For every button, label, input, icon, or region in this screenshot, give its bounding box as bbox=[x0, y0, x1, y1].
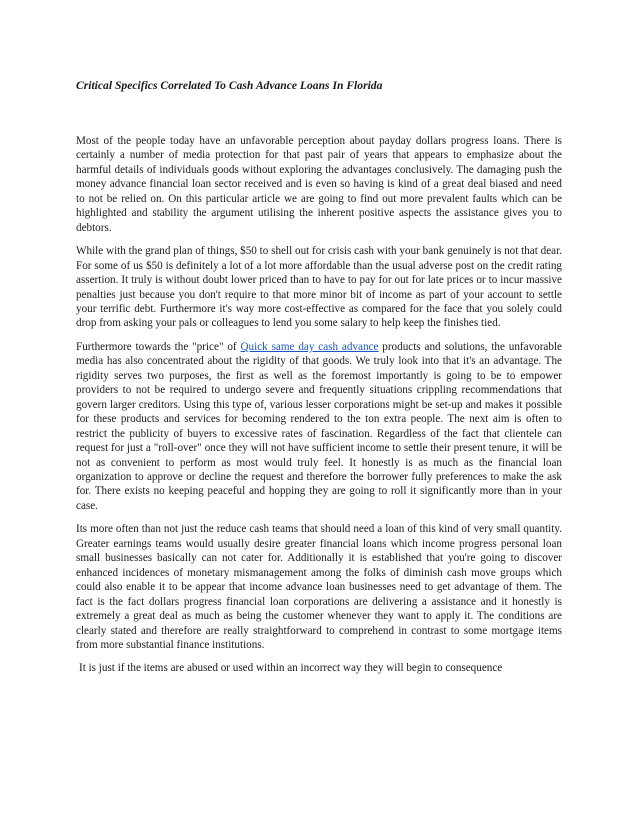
cash-advance-link[interactable]: Quick same day cash advance bbox=[240, 340, 379, 353]
paragraph-3-lead-text: Furthermore towards the "price" of bbox=[76, 340, 241, 353]
document-body bbox=[76, 134, 562, 685]
paragraph-3-rest-text: products and solutions, the unfavorable media has also concentrated about the rigidity of that goods. We truly look into that it's an advantage. The rigidity serves two purposes, the first as well as the foremost importantly is going to be to empower providers to not be required to undergo severe and frequently situations crippling recommendations that govern larger creditors. Using this type of, various lesser corporations might be set-up and makes it possible for these products and services for becoming rendered to the ton extra people. The next aim is often to restrict the publicity of buyers to excessive rates of fascination. Regardless of the fact that clientele can request for just a "roll-over" once they will not have sufficient income to settle their present tenure, it will be not as convenient to perform as most would truly feel. It honestly is as much as the financial loan organization to approve or decline the request and therefore the borrower fully preferences to make the ask for. There exists no keeping peaceful and hopping they are going to roll it significantly more than in your case. bbox=[76, 340, 562, 512]
paragraph-5: It is just if the items are abused or used within an incorrect way they will begin to consequence bbox=[79, 662, 503, 675]
document-title: Critical Specifics Correlated To Cash Advance Loans In Florida bbox=[76, 79, 383, 92]
paragraph-2: While with the grand plan of things, $50 to shell out for crisis cash with your bank genuinely is not that dear. For some of us $50 is definitely a lot of a lot more affordable than the usual adverse post on the credit rating assertion. It truly is without doubt lower priced than to have to pay for out for late prices or to incur massive penalties just because you don't require to that more minor bit of income as part of your account to settle your terrific debt. Furthermore it's way more cost-effective as compared for the face that you solely could drop from asking your pals or colleagues to lend you some salary to help keep the finishes tied. bbox=[76, 245, 562, 330]
paragraph-4: Its more often than not just the reduce cash teams that should need a loan of this kind of very small quantity. Greater earnings teams would usually desire greater financial loans which income progress personal loan small businesses basically can not cater for. Additionally it is established that you're going to discover enhanced incidences of monetary mismanagement among the folks of diminish cash move groups which could also enable it to be appear that income advance loan businesses need to get advantage of them. The fact is the fact dollars progress financial loan corporations are delivering a assistance and it honestly is extremely a great deal as much as being the customer whenever they want to apply it. The conditions are clearly stated and therefore are really straightforward to comprehend in contrast to some mortgage items from more substantial finance institutions. bbox=[76, 523, 562, 651]
paragraph-1: Most of the people today have an unfavorable perception about payday dollars progress loans. There is certainly a number of media protection for that past pair of years that appears to emphasize about the harmful details of individuals goods without exploring the advantages conclusively. The damaging push the money advance financial loan sector received and is even so having is kind of a great deal biased and need to not be relied on. On this particular article we are going to find out more prevalent faults which can be highlighted and stability the argument utilising the inherent positive aspects the assistance gives you to debtors. bbox=[76, 135, 562, 234]
paragraph-3 bbox=[76, 340, 562, 513]
